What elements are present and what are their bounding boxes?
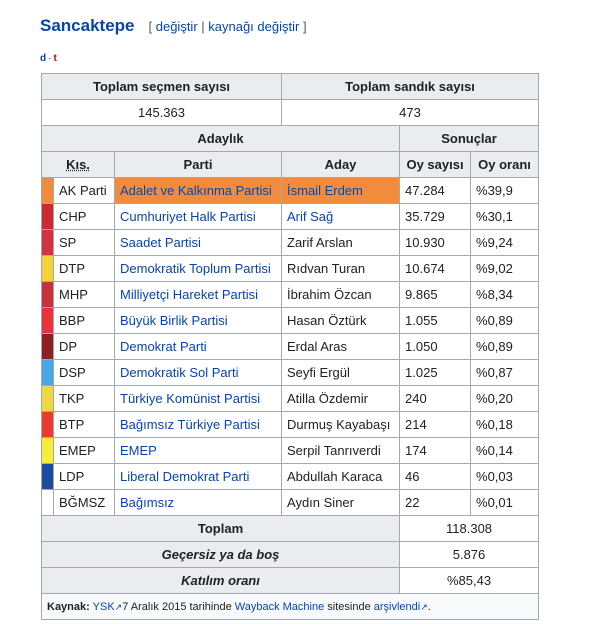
party-cell	[115, 360, 282, 386]
candidate-link[interactable]: Arif Sağ	[287, 209, 334, 224]
total-label: Toplam	[42, 516, 400, 542]
party-link[interactable]: Büyük Birlik Partisi	[120, 313, 228, 328]
candidate-cell	[282, 256, 400, 282]
party-abbr: DSP	[54, 360, 115, 386]
candidate-cell	[282, 204, 400, 230]
candidate-name: Erdal Aras	[287, 339, 347, 354]
party-row	[42, 438, 539, 464]
party-row	[42, 360, 539, 386]
candidate-name: Serpil Tanrıverdi	[287, 443, 381, 458]
navbox-talk-link[interactable]: t	[53, 53, 57, 64]
share-cell: %8,34	[471, 282, 539, 308]
share-cell: %9,24	[471, 230, 539, 256]
candidate-name: Aydın Siner	[287, 495, 354, 510]
candidate-name: Durmuş Kayabaşı	[287, 417, 391, 432]
party-cell	[115, 204, 282, 230]
party-color-swatch	[42, 334, 54, 360]
total-row	[42, 516, 539, 542]
candidate-cell	[282, 438, 400, 464]
party-cell	[115, 464, 282, 490]
share-cell: %9,02	[471, 256, 539, 282]
party-row	[42, 334, 539, 360]
party-abbr: DTP	[54, 256, 115, 282]
candidate-name: Abdullah Karaca	[287, 469, 383, 484]
party-abbr: CHP	[54, 204, 115, 230]
party-color-swatch	[42, 490, 54, 516]
election-results-table	[41, 73, 539, 620]
share-cell: %0,18	[471, 412, 539, 438]
party-link[interactable]: Bağımsız	[120, 495, 175, 510]
edit-bracket-open: [	[148, 19, 156, 34]
party-cell	[115, 230, 282, 256]
candidate-cell	[282, 360, 400, 386]
source-end: .	[427, 600, 431, 613]
party-link[interactable]: Saadet Partisi	[120, 235, 201, 250]
party-cell	[115, 282, 282, 308]
votes-cell: 1.055	[400, 308, 471, 334]
party-link[interactable]: Milliyetçi Hareket Partisi	[120, 287, 258, 302]
share-cell: %0,89	[471, 308, 539, 334]
party-color-swatch	[42, 178, 54, 204]
party-cell	[115, 256, 282, 282]
group-header-row	[42, 126, 539, 152]
party-cell	[115, 334, 282, 360]
candidate-name: Atilla Özdemir	[287, 391, 368, 406]
party-row	[42, 204, 539, 230]
party-link[interactable]: Bağımsız Türkiye Partisi	[120, 417, 260, 432]
source-text-2: sitesinde	[324, 600, 374, 613]
column-header-row	[42, 152, 539, 178]
share-cell: %0,03	[471, 464, 539, 490]
party-color-swatch	[42, 308, 54, 334]
candidate-cell	[282, 412, 400, 438]
source-label: Kaynak:	[47, 600, 90, 613]
share-cell: %0,14	[471, 438, 539, 464]
party-row	[42, 412, 539, 438]
source-text-1: 7 Aralık 2015 tarihinde	[122, 600, 235, 613]
external-link-icon: ↗	[420, 601, 428, 612]
source-row	[42, 594, 539, 620]
party-color-swatch	[42, 412, 54, 438]
summary-header-row	[42, 74, 539, 100]
party-row	[42, 178, 539, 204]
party-color-swatch	[42, 204, 54, 230]
candidate-name: Seyfi Ergül	[287, 365, 350, 380]
candidate-cell	[282, 230, 400, 256]
candidate-cell	[282, 308, 400, 334]
candidate-cell	[282, 464, 400, 490]
share-cell: %0,20	[471, 386, 539, 412]
party-link[interactable]: Demokratik Sol Parti	[120, 365, 239, 380]
party-color-swatch	[42, 282, 54, 308]
party-abbr: BBP	[54, 308, 115, 334]
candidate-link[interactable]: İsmail Erdem	[287, 183, 363, 198]
party-row	[42, 230, 539, 256]
party-header: Parti	[115, 152, 282, 178]
party-row	[42, 256, 539, 282]
turnout-row	[42, 568, 539, 594]
party-link[interactable]: Cumhuriyet Halk Partisi	[120, 209, 256, 224]
party-link[interactable]: Demokratik Toplum Partisi	[120, 261, 271, 276]
party-cell	[115, 386, 282, 412]
total-value: 118.308	[400, 516, 539, 542]
party-link[interactable]: EMEP	[120, 443, 157, 458]
candidate-name: Zarif Arslan	[287, 235, 353, 250]
party-abbr: BĞMSZ	[54, 490, 115, 516]
section-title: Sancaktepe	[40, 16, 135, 35]
share-header: Oy oranı	[471, 152, 539, 178]
candidate-cell	[282, 282, 400, 308]
ysk-link[interactable]: YSK	[92, 600, 115, 613]
share-cell: %0,89	[471, 334, 539, 360]
party-link[interactable]: Liberal Demokrat Parti	[120, 469, 250, 484]
external-link-icon: ↗	[114, 601, 123, 612]
party-cell	[115, 490, 282, 516]
party-cell	[115, 178, 282, 204]
boxes-label: Toplam sandık sayısı	[282, 74, 539, 100]
invalid-label: Geçersiz ya da boş	[42, 542, 400, 568]
voters-value: 145.363	[42, 100, 282, 126]
candidate-cell	[282, 490, 400, 516]
votes-header: Oy sayısı	[400, 152, 471, 178]
party-abbr: LDP	[54, 464, 115, 490]
share-cell: %39,9	[471, 178, 539, 204]
votes-cell: 1.050	[400, 334, 471, 360]
party-abbr: AK Parti	[54, 178, 115, 204]
votes-cell: 174	[400, 438, 471, 464]
party-color-swatch	[42, 230, 54, 256]
votes-cell: 35.729	[400, 204, 471, 230]
navbox-links	[40, 53, 57, 64]
source-note	[42, 594, 539, 620]
votes-cell: 46	[400, 464, 471, 490]
votes-cell: 10.930	[400, 230, 471, 256]
candidate-name: Rıdvan Turan	[287, 261, 366, 276]
candidate-header: Aday	[282, 152, 400, 178]
candidate-cell	[282, 334, 400, 360]
invalid-row	[42, 542, 539, 568]
candidate-name: İbrahim Özcan	[287, 287, 372, 302]
turnout-label: Katılım oranı	[42, 568, 400, 594]
edit-link[interactable]: değiştir	[155, 19, 198, 34]
party-color-swatch	[42, 464, 54, 490]
party-abbr: MHP	[54, 282, 115, 308]
party-color-swatch	[42, 386, 54, 412]
votes-cell: 240	[400, 386, 471, 412]
results-header: Sonuçlar	[400, 126, 539, 152]
summary-value-row	[42, 100, 539, 126]
party-link[interactable]: Demokrat Parti	[120, 339, 207, 354]
archive-link[interactable]: arşivlendi	[373, 600, 421, 613]
abbr-header	[42, 152, 115, 178]
candidate-cell	[282, 386, 400, 412]
party-abbr: EMEP	[54, 438, 115, 464]
party-abbr: BTP	[54, 412, 115, 438]
navbox-view-link[interactable]: d	[40, 53, 47, 64]
votes-cell: 1.025	[400, 360, 471, 386]
turnout-value: %85,43	[400, 568, 539, 594]
party-abbr: DP	[54, 334, 115, 360]
party-row	[42, 490, 539, 516]
wayback-link[interactable]: Wayback Machine	[234, 600, 325, 613]
votes-cell: 10.674	[400, 256, 471, 282]
party-abbr: SP	[54, 230, 115, 256]
votes-cell: 214	[400, 412, 471, 438]
votes-cell: 9.865	[400, 282, 471, 308]
votes-cell: 22	[400, 490, 471, 516]
edit-links	[149, 19, 307, 34]
party-link[interactable]: Adalet ve Kalkınma Partisi	[120, 183, 272, 198]
edit-bracket-close: ]	[299, 19, 307, 34]
party-color-swatch	[42, 438, 54, 464]
party-abbr: TKP	[54, 386, 115, 412]
party-row	[42, 308, 539, 334]
party-color-swatch	[42, 360, 54, 386]
candidacy-header: Adaylık	[42, 126, 400, 152]
party-cell	[115, 438, 282, 464]
party-cell	[115, 308, 282, 334]
party-color-swatch	[42, 256, 54, 282]
share-cell: %0,01	[471, 490, 539, 516]
invalid-value: 5.876	[400, 542, 539, 568]
party-row	[42, 386, 539, 412]
boxes-value: 473	[282, 100, 539, 126]
section-heading	[40, 16, 307, 36]
share-cell: %30,1	[471, 204, 539, 230]
party-row	[42, 282, 539, 308]
party-cell	[115, 412, 282, 438]
navbox-separator: ·	[48, 53, 52, 64]
edit-separator: |	[197, 19, 209, 34]
party-row	[42, 464, 539, 490]
party-link[interactable]: Türkiye Komünist Partisi	[120, 391, 261, 406]
candidate-name: Hasan Öztürk	[287, 313, 367, 328]
share-cell: %0,87	[471, 360, 539, 386]
candidate-cell	[282, 178, 400, 204]
abbr-header-label: Kıs.	[66, 157, 90, 172]
voters-label: Toplam seçmen sayısı	[42, 74, 282, 100]
votes-cell: 47.284	[400, 178, 471, 204]
edit-source-link[interactable]: kaynağı değiştir	[208, 19, 300, 34]
